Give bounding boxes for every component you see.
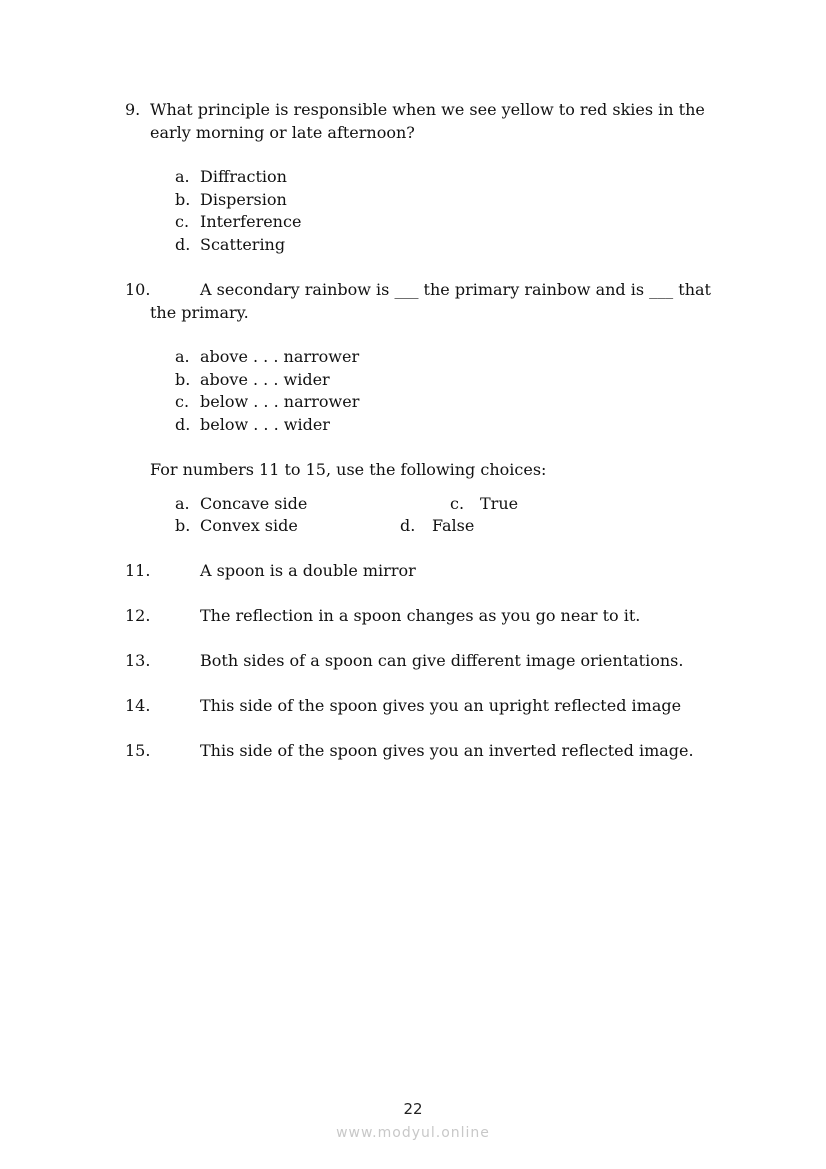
option-text: above . . . narrower [200, 347, 360, 366]
watermark: www.modyul.online [336, 1125, 490, 1141]
question-text-line-2: early morning or late afternoon? [150, 123, 415, 142]
page-number: 22 [403, 1100, 423, 1118]
question-text-line-1: A secondary rainbow is ___ the primary rainbow and is ___ that [200, 280, 711, 299]
question-number: 9. [125, 100, 141, 119]
item-text: Both sides of a spoon can give different image orientations. [200, 651, 684, 670]
option-text: Scattering [200, 235, 286, 254]
option-text: Interference [200, 212, 302, 231]
option-text: above . . . wider [200, 370, 330, 389]
choice-letter-c: c. [450, 494, 465, 513]
option-letter: a. [175, 167, 190, 186]
item-text: This side of the spoon gives you an upright reflected image [200, 696, 682, 715]
item-text: The reflection in a spoon changes as you go near to it. [200, 606, 641, 625]
item-number: 13. [125, 651, 151, 670]
item-number: 12. [125, 606, 151, 625]
choice-text-c: True [480, 494, 519, 513]
choices-instruction: For numbers 11 to 15, use the following choices: [150, 460, 547, 479]
item-text: This side of the spoon gives you an inverted reflected image. [200, 741, 694, 760]
question-text-line-2: the primary. [150, 303, 249, 322]
choice-text-d: False [432, 516, 475, 535]
option-letter: d. [175, 235, 191, 254]
question-text-line-1: What principle is responsible when we see yellow to red skies in the [150, 100, 705, 119]
option-letter: c. [175, 212, 190, 231]
choice-letter-b: b. [175, 516, 191, 535]
option-letter: b. [175, 190, 191, 209]
item-number: 11. [125, 561, 151, 580]
option-text: below . . . narrower [200, 392, 360, 411]
option-letter: b. [175, 370, 191, 389]
choice-letter-d: d. [400, 516, 416, 535]
item-number: 15. [125, 741, 151, 760]
option-letter: c. [175, 392, 190, 411]
option-letter: a. [175, 347, 190, 366]
item-text: A spoon is a double mirror [200, 561, 416, 580]
option-text: Dispersion [200, 190, 287, 209]
item-number: 14. [125, 696, 151, 715]
question-number: 10. [125, 280, 151, 299]
choice-text-b: Convex side [200, 516, 298, 535]
option-text: below . . . wider [200, 415, 330, 434]
choice-letter-a: a. [175, 494, 190, 513]
option-letter: d. [175, 415, 191, 434]
choice-text-a: Concave side [200, 494, 308, 513]
option-text: Diffraction [200, 167, 287, 186]
